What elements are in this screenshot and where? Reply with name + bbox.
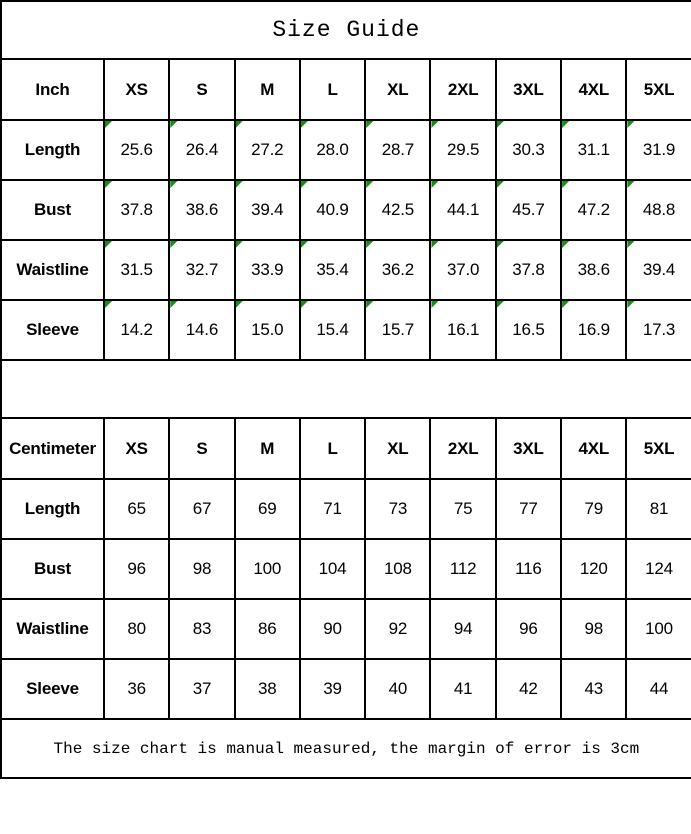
- measurement-value: 15.7: [381, 320, 414, 339]
- corner-marker-icon: [562, 241, 569, 248]
- measurement-cell: [235, 120, 300, 180]
- measurement-row: [1, 659, 691, 719]
- measurement-value: 96: [127, 559, 146, 578]
- unit-label: Inch: [1, 59, 104, 120]
- corner-marker-icon: [236, 181, 243, 188]
- measurement-cell: [169, 659, 234, 719]
- size-header-row-centimeter: [1, 418, 691, 479]
- measurement-value: 31.5: [120, 260, 153, 279]
- measurement-cell: [104, 120, 169, 180]
- measurement-cell: [365, 120, 430, 180]
- measurement-value: 16.5: [512, 320, 545, 339]
- measurement-cell: [561, 659, 626, 719]
- corner-marker-icon: [562, 301, 569, 308]
- corner-marker-icon: [170, 301, 177, 308]
- measurement-value: 79: [584, 499, 603, 518]
- measurement-value: 31.1: [577, 140, 610, 159]
- measurement-label: Bust: [1, 180, 104, 240]
- corner-marker-icon: [627, 181, 634, 188]
- measurement-cell: [430, 300, 495, 360]
- measurement-cell: [235, 659, 300, 719]
- corner-marker-icon: [301, 181, 308, 188]
- spacer-row: [1, 360, 691, 418]
- measurement-cell: [626, 180, 691, 240]
- measurement-cell: [496, 479, 561, 539]
- size-col-header: M: [235, 418, 300, 479]
- size-header-row-inch: [1, 59, 691, 120]
- size-col-header: L: [300, 59, 365, 120]
- measurement-value: 32.7: [185, 260, 219, 279]
- measurement-value: 38: [257, 679, 277, 698]
- size-col-header: S: [169, 418, 234, 479]
- corner-marker-icon: [627, 241, 634, 248]
- measurement-value: 86: [257, 619, 277, 638]
- measurement-value: 73: [388, 499, 408, 518]
- measurement-cell: [169, 180, 234, 240]
- corner-marker-icon: [366, 301, 373, 308]
- measurement-cell: [104, 599, 169, 659]
- measurement-cell: [561, 539, 626, 599]
- size-col-header: 4XL: [561, 418, 626, 479]
- measurement-cell: [626, 479, 691, 539]
- corner-marker-icon: [497, 301, 504, 308]
- measurement-value: 120: [579, 559, 608, 578]
- measurement-cell: [365, 300, 430, 360]
- measurement-value: 17.3: [642, 320, 676, 339]
- measurement-cell: [430, 539, 495, 599]
- size-col-header: XL: [365, 59, 430, 120]
- corner-marker-icon: [366, 121, 373, 128]
- measurement-value: 36: [127, 679, 146, 698]
- measurement-value: 92: [388, 619, 408, 638]
- measurement-row: [1, 599, 691, 659]
- corner-marker-icon: [497, 241, 504, 248]
- measurement-label: Bust: [1, 539, 104, 599]
- measurement-cell: [235, 240, 300, 300]
- page-title: Size Guide: [1, 1, 691, 59]
- measurement-cell: [104, 300, 169, 360]
- measurement-cell: [365, 240, 430, 300]
- measurement-value: 25.6: [120, 140, 153, 159]
- size-col-header: 4XL: [561, 59, 626, 120]
- measurement-value: 16.1: [446, 320, 480, 339]
- spacer-cell: [1, 360, 691, 418]
- measurement-cell: [300, 300, 365, 360]
- measurement-cell: [496, 599, 561, 659]
- corner-marker-icon: [627, 121, 634, 128]
- measurement-cell: [235, 539, 300, 599]
- size-col-header: 5XL: [626, 418, 691, 479]
- measurement-value: 94: [453, 619, 473, 638]
- measurement-cell: [561, 120, 626, 180]
- measurement-value: 35.4: [316, 260, 349, 279]
- corner-marker-icon: [431, 241, 438, 248]
- size-col-header: XS: [104, 59, 169, 120]
- measurement-cell: [496, 659, 561, 719]
- measurement-cell: [626, 659, 691, 719]
- corner-marker-icon: [497, 181, 504, 188]
- measurement-label: Sleeve: [1, 659, 104, 719]
- measurement-value: 44.1: [446, 200, 480, 219]
- corner-marker-icon: [497, 121, 504, 128]
- measurement-value: 71: [323, 499, 342, 518]
- measurement-cell: [300, 120, 365, 180]
- measurement-cell: [300, 180, 365, 240]
- measurement-value: 80: [127, 619, 146, 638]
- measurement-label: Length: [1, 120, 104, 180]
- measurement-value: 124: [645, 559, 673, 578]
- corner-marker-icon: [105, 241, 112, 248]
- measurement-cell: [104, 659, 169, 719]
- measurement-cell: [169, 120, 234, 180]
- measurement-label: Waistline: [1, 240, 104, 300]
- measurement-value: 47.2: [577, 200, 610, 219]
- measurement-cell: [365, 539, 430, 599]
- size-col-header: 2XL: [430, 418, 495, 479]
- measurement-value: 40: [388, 679, 408, 698]
- measurement-cell: [561, 599, 626, 659]
- measurement-cell: [430, 120, 495, 180]
- corner-marker-icon: [366, 241, 373, 248]
- corner-marker-icon: [236, 121, 243, 128]
- measurement-value: 90: [323, 619, 342, 638]
- measurement-value: 77: [519, 499, 538, 518]
- footer-note: The size chart is manual measured, the margin of error is 3cm: [1, 719, 691, 778]
- measurement-value: 39.4: [642, 260, 676, 279]
- measurement-cell: [169, 300, 234, 360]
- measurement-value: 43: [584, 679, 603, 698]
- corner-marker-icon: [170, 181, 177, 188]
- measurement-value: 37.8: [512, 260, 545, 279]
- measurement-cell: [561, 240, 626, 300]
- measurement-value: 36.2: [381, 260, 414, 279]
- corner-marker-icon: [431, 121, 438, 128]
- measurement-value: 48.8: [642, 200, 676, 219]
- measurement-value: 81: [649, 499, 669, 518]
- measurement-cell: [496, 240, 561, 300]
- measurement-cell: [496, 300, 561, 360]
- measurement-cell: [626, 120, 691, 180]
- measurement-cell: [235, 599, 300, 659]
- measurement-cell: [235, 479, 300, 539]
- measurement-cell: [496, 539, 561, 599]
- measurement-value: 108: [383, 559, 412, 578]
- measurement-cell: [169, 539, 234, 599]
- measurement-cell: [235, 300, 300, 360]
- measurement-cell: [430, 180, 495, 240]
- measurement-cell: [496, 180, 561, 240]
- measurement-cell: [235, 180, 300, 240]
- measurement-row: [1, 479, 691, 539]
- size-col-header: L: [300, 418, 365, 479]
- corner-marker-icon: [170, 121, 177, 128]
- measurement-cell: [300, 479, 365, 539]
- corner-marker-icon: [562, 181, 569, 188]
- measurement-value: 116: [515, 559, 542, 578]
- measurement-cell: [365, 479, 430, 539]
- corner-marker-icon: [562, 121, 569, 128]
- measurement-value: 15.4: [316, 320, 349, 339]
- measurement-value: 41: [453, 679, 473, 698]
- measurement-cell: [430, 240, 495, 300]
- measurement-value: 39.4: [251, 200, 284, 219]
- measurement-value: 100: [253, 559, 282, 578]
- measurement-value: 38.6: [577, 260, 610, 279]
- measurement-cell: [169, 479, 234, 539]
- measurement-value: 83: [192, 619, 212, 638]
- corner-marker-icon: [431, 181, 438, 188]
- measurement-cell: [626, 539, 691, 599]
- measurement-value: 104: [318, 559, 347, 578]
- measurement-value: 40.9: [316, 200, 349, 219]
- unit-label: Centimeter: [1, 418, 104, 479]
- measurement-cell: [561, 479, 626, 539]
- corner-marker-icon: [236, 241, 243, 248]
- corner-marker-icon: [301, 121, 308, 128]
- measurement-cell: [169, 240, 234, 300]
- measurement-value: 14.6: [185, 320, 219, 339]
- corner-marker-icon: [301, 301, 308, 308]
- size-col-header: S: [169, 59, 234, 120]
- measurement-cell: [104, 240, 169, 300]
- measurement-value: 75: [453, 499, 473, 518]
- measurement-cell: [496, 120, 561, 180]
- measurement-value: 27.2: [251, 140, 284, 159]
- measurement-cell: [104, 479, 169, 539]
- measurement-value: 37.8: [120, 200, 153, 219]
- measurement-value: 98: [584, 619, 603, 638]
- corner-marker-icon: [105, 181, 112, 188]
- footer-row: [1, 719, 691, 778]
- corner-marker-icon: [105, 301, 112, 308]
- size-col-header: 3XL: [496, 418, 561, 479]
- measurement-row: [1, 240, 691, 300]
- measurement-value: 15.0: [251, 320, 284, 339]
- measurement-value: 37.0: [446, 260, 480, 279]
- measurement-cell: [104, 539, 169, 599]
- measurement-cell: [430, 659, 495, 719]
- measurement-value: 65: [127, 499, 146, 518]
- size-col-header: 3XL: [496, 59, 561, 120]
- corner-marker-icon: [170, 241, 177, 248]
- measurement-cell: [365, 659, 430, 719]
- measurement-value: 112: [449, 559, 477, 578]
- measurement-label: Sleeve: [1, 300, 104, 360]
- size-col-header: XL: [365, 418, 430, 479]
- measurement-value: 28.7: [381, 140, 414, 159]
- measurement-label: Waistline: [1, 599, 104, 659]
- corner-marker-icon: [301, 241, 308, 248]
- measurement-row: [1, 539, 691, 599]
- measurement-cell: [626, 240, 691, 300]
- measurement-value: 42: [519, 679, 538, 698]
- measurement-value: 29.5: [446, 140, 480, 159]
- measurement-cell: [626, 300, 691, 360]
- measurement-cell: [300, 599, 365, 659]
- measurement-cell: [104, 180, 169, 240]
- size-col-header: XS: [104, 418, 169, 479]
- measurement-cell: [626, 599, 691, 659]
- measurement-value: 45.7: [512, 200, 545, 219]
- measurement-value: 14.2: [120, 320, 153, 339]
- corner-marker-icon: [431, 301, 438, 308]
- measurement-value: 37: [192, 679, 212, 698]
- measurement-value: 69: [257, 499, 277, 518]
- measurement-value: 100: [645, 619, 673, 638]
- measurement-value: 67: [192, 499, 212, 518]
- measurement-value: 28.0: [316, 140, 349, 159]
- measurement-cell: [561, 300, 626, 360]
- size-col-header: 2XL: [430, 59, 495, 120]
- measurement-value: 30.3: [512, 140, 545, 159]
- size-col-header: 5XL: [626, 59, 691, 120]
- measurement-row: [1, 180, 691, 240]
- measurement-cell: [365, 599, 430, 659]
- measurement-cell: [300, 539, 365, 599]
- measurement-cell: [430, 599, 495, 659]
- measurement-cell: [169, 599, 234, 659]
- measurement-value: 38.6: [185, 200, 219, 219]
- measurement-label: Length: [1, 479, 104, 539]
- measurement-row: [1, 300, 691, 360]
- measurement-cell: [561, 180, 626, 240]
- corner-marker-icon: [366, 181, 373, 188]
- measurement-cell: [430, 479, 495, 539]
- size-col-header: M: [235, 59, 300, 120]
- measurement-value: 96: [519, 619, 538, 638]
- corner-marker-icon: [627, 301, 634, 308]
- measurement-value: 44: [649, 679, 669, 698]
- measurement-row: [1, 120, 691, 180]
- measurement-value: 33.9: [251, 260, 284, 279]
- measurement-cell: [300, 659, 365, 719]
- measurement-value: 39: [323, 679, 342, 698]
- corner-marker-icon: [105, 121, 112, 128]
- measurement-value: 31.9: [642, 140, 676, 159]
- measurement-value: 26.4: [185, 140, 219, 159]
- measurement-value: 42.5: [381, 200, 414, 219]
- corner-marker-icon: [236, 301, 243, 308]
- measurement-value: 98: [192, 559, 212, 578]
- measurement-value: 16.9: [577, 320, 610, 339]
- title-row: [1, 1, 691, 59]
- measurement-cell: [300, 240, 365, 300]
- measurement-cell: [365, 180, 430, 240]
